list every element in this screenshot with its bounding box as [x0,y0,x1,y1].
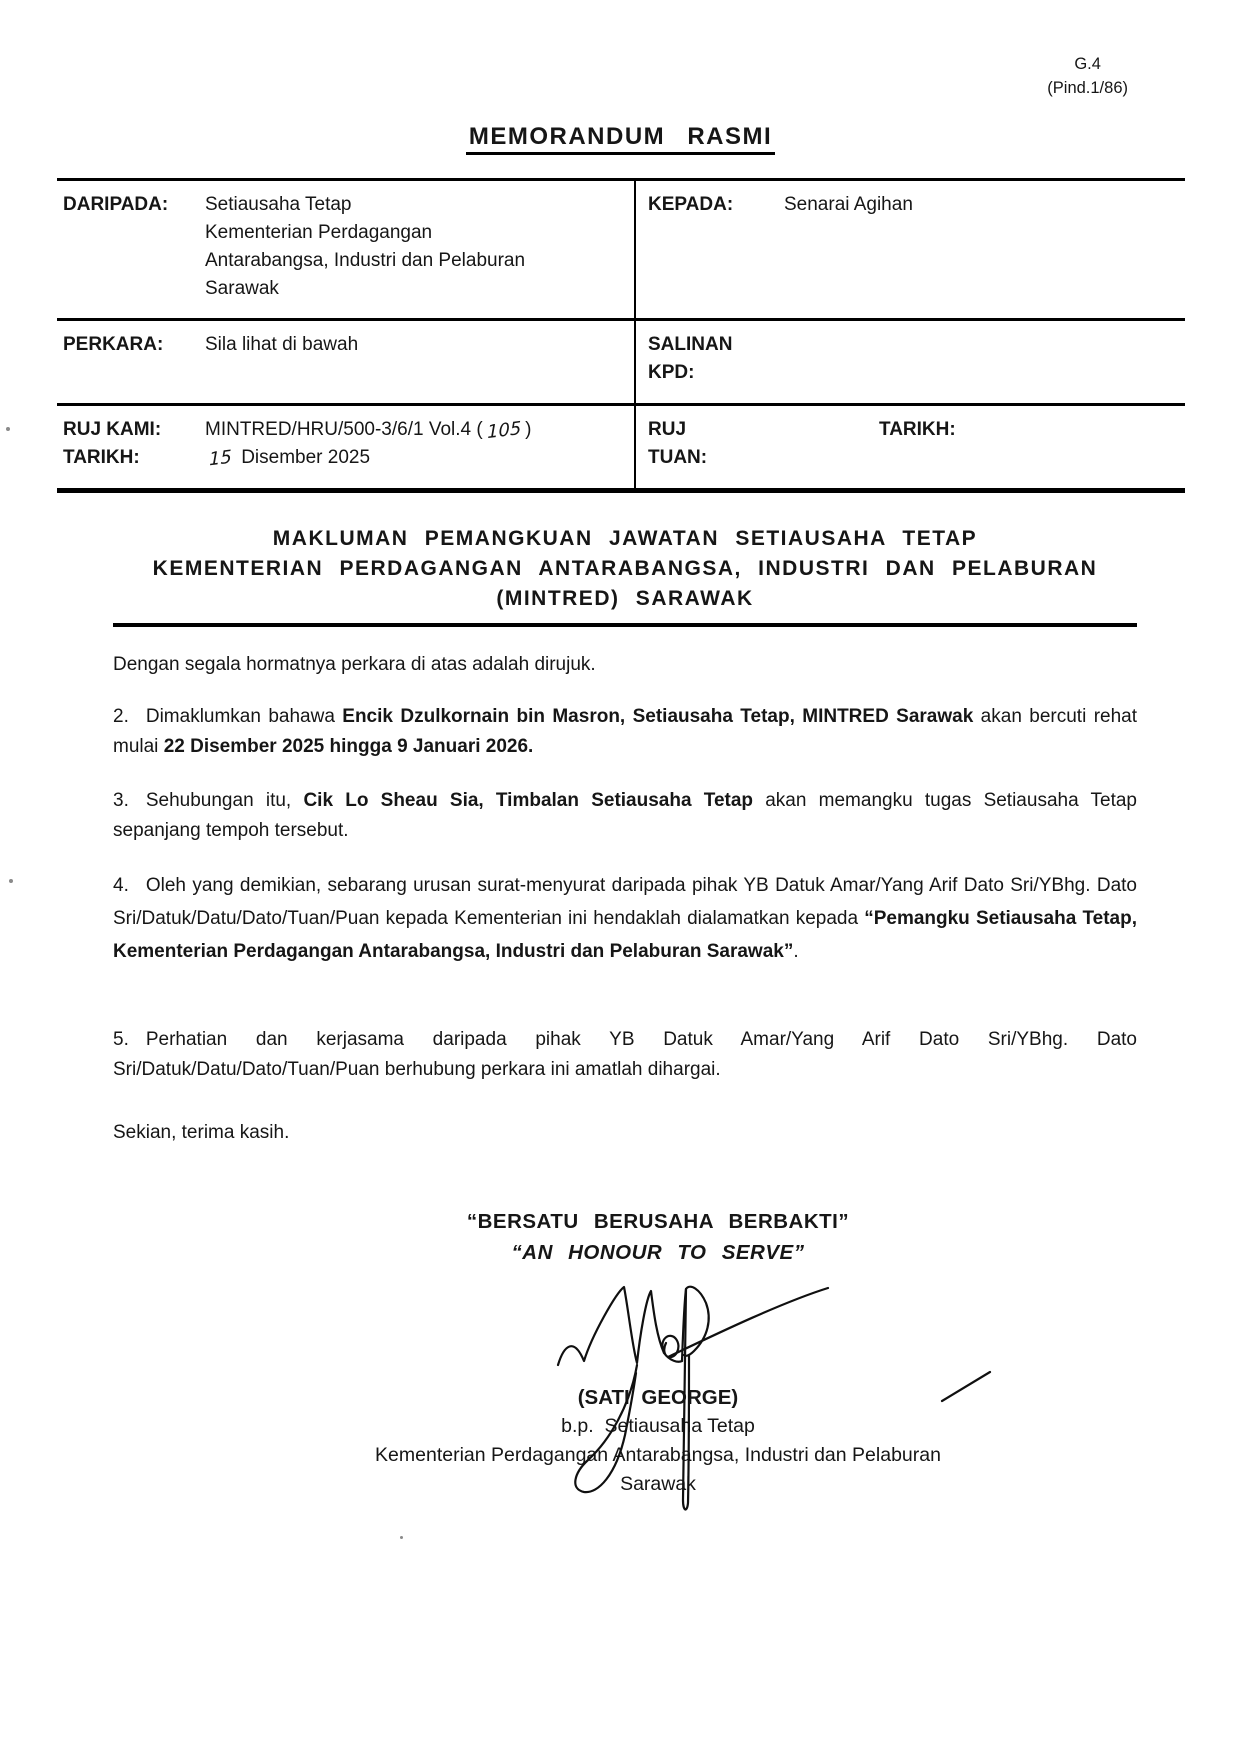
table-row-from-to [57,181,1185,321]
cell-salinan [634,321,1185,403]
paragraph-5 [113,1025,1137,1085]
form-code-revision: (Pind.1/86) [1047,79,1128,97]
paragraph-text-segment: Oleh yang demikian, sebarang urusan surat-menyurat daripada pihak YB Datuk Amar/Yang Arif Dato Sri/YBhg. Dato Sri/Datuk/Datu/Dato/Tuan/Puan kepada Kementerian ini hendaklah dialamatkan kepada [113,875,1137,929]
tarikh-value [205,444,531,472]
signatory-org-line: Sarawak [620,1473,696,1495]
title-wrap [0,123,1241,155]
paragraph-text-segment: Dengan segala hormatnya perkara di atas adalah dirujuk. [113,654,596,675]
page-title: MEMORANDUM RASMI [466,123,775,155]
cell-ruj-tuan [634,406,1185,488]
paragraph-text-segment: 22 Disember 2025 hingga 9 Januari 2026. [163,736,534,757]
daripada-value-line: Kementerian Perdagangan [205,222,433,243]
ruj-kami-tarikh-labels [63,416,205,478]
motto-line-malay: “BERSATU BERUSAHA BERBAKTI” [466,1210,850,1233]
ruj-kami-value [205,416,531,444]
paragraph-text-segment: Cik Lo Sheau Sia, Timbalan Setiausaha Tetap [303,790,754,811]
daripada-value-line: Sarawak [205,278,279,299]
salinan-label [648,331,784,393]
signatory-pp-line: b.p. Setiausaha Tetap [561,1415,755,1437]
tarikh-month-year: Disember 2025 [241,447,371,468]
paragraph-text-segment: Perhatian dan kerjasama daripada pihak YB Datuk Amar/Yang Arif Dato Sri/YBhg. Dato Sri/Datuk/Datu/Dato/Tuan/Puan berhubung perkara ini amatlah dihargai. [113,1029,1137,1080]
paragraph-text-segment: Sehubungan itu, [145,790,304,811]
paragraph-text-segment: Encik Dzulkornain bin Masron, Setiausaha Tetap, MINTRED Sarawak [342,706,974,727]
ruj-tuan-label-line: TUAN: [648,447,708,468]
table-row-ref-date [57,406,1185,493]
motto-line-english: “AN HONOUR TO SERVE” [511,1241,805,1264]
scan-artifact-dot [6,427,10,431]
paragraph-text-segment: . [793,941,799,962]
cell-kepada [634,181,1185,318]
scan-artifact-dot [400,1536,403,1539]
salinan-label-line: SALINAN [648,334,733,355]
ruj-kami-ref: MINTRED/HRU/500-3/6/1 Vol.4 ( [205,419,483,440]
cell-ruj-kami [57,406,634,488]
ruj-tuan-label-line: RUJ [648,419,687,440]
salinan-label-line: KPD: [648,362,695,383]
kepada-value: Senarai Agihan [784,194,913,215]
cell-daripada [57,181,634,318]
signature-stroke [942,1372,990,1401]
tarikh-right-label: TARIKH: [879,419,956,440]
motto [113,1206,1203,1268]
paragraph-salutation [113,650,1137,680]
signatory-name: (SATI GEORGE) [577,1386,739,1409]
closing-line: Sekian, terima kasih. [113,1122,290,1143]
signature-stroke [668,1288,828,1357]
daripada-value-line: Antarabangsa, Industri dan Pelaburan [205,250,526,271]
signature-stroke [558,1287,682,1365]
paragraph-text-segment: akan bercuti rehat mulai [113,706,1137,757]
memo-header-table [57,178,1185,493]
paragraph-text-segment: akan memangku tugas Setiausaha Tetap sepanjang tempoh tersebut. [113,790,1138,841]
perkara-label: PERKARA: [63,334,164,355]
signature-stroke [575,1365,637,1492]
paragraph-number: 3. [113,790,129,811]
perkara-value: Sila lihat di bawah [205,334,359,355]
form-code-number: G.4 [1074,55,1101,73]
subject-heading-line: MAKLUMAN PEMANGKUAN JAWATAN SETIAUSAHA TETAP [272,527,978,550]
subject-heading-line: KEMENTERIAN PERDAGANGAN ANTARABANGSA, INDUSTRI DAN PELABURAN [152,557,1098,580]
paragraph-number: 5. [113,1029,129,1050]
daripada-label: DARIPADA: [63,194,169,215]
tarikh-label: TARIKH: [63,447,140,468]
paragraph-number: 4. [113,875,129,896]
paragraph-2 [113,702,1137,762]
handwritten-serial-number: 105 [486,417,522,444]
kepada-label: KEPADA: [648,194,734,215]
handwritten-signature-scribble [540,1275,1000,1520]
ruj-kami-values [205,416,531,478]
ruj-kami-label: RUJ KAMI: [63,419,162,440]
paragraph-text-segment: “Pemangku Setiausaha Tetap, Kementerian Perdagangan Antarabangsa, Industri dan Pelaburan Sarawak” [113,908,1137,962]
form-code [1047,52,1128,100]
handwritten-day: 15 [208,446,232,471]
paragraph-text-segment: Dimaklumkan bahawa [145,706,343,727]
daripada-value-line: Setiausaha Tetap [205,194,352,215]
subject-heading [113,524,1137,627]
ruj-tuan-label [648,416,879,478]
ruj-kami-ref-close: ) [525,419,532,440]
scan-artifact-dot [9,879,13,883]
subject-heading-line: (MINTRED) SARAWAK [496,587,754,610]
paragraph-number: 2. [113,706,129,727]
signatory-org-line: Kementerian Perdagangan Antarabangsa, Industri dan Pelaburan [375,1444,941,1466]
paragraph-4 [113,869,1137,968]
paragraph-3 [113,786,1137,846]
table-row-subject-copy [57,321,1185,406]
cell-perkara [57,321,634,403]
daripada-value [205,191,525,308]
